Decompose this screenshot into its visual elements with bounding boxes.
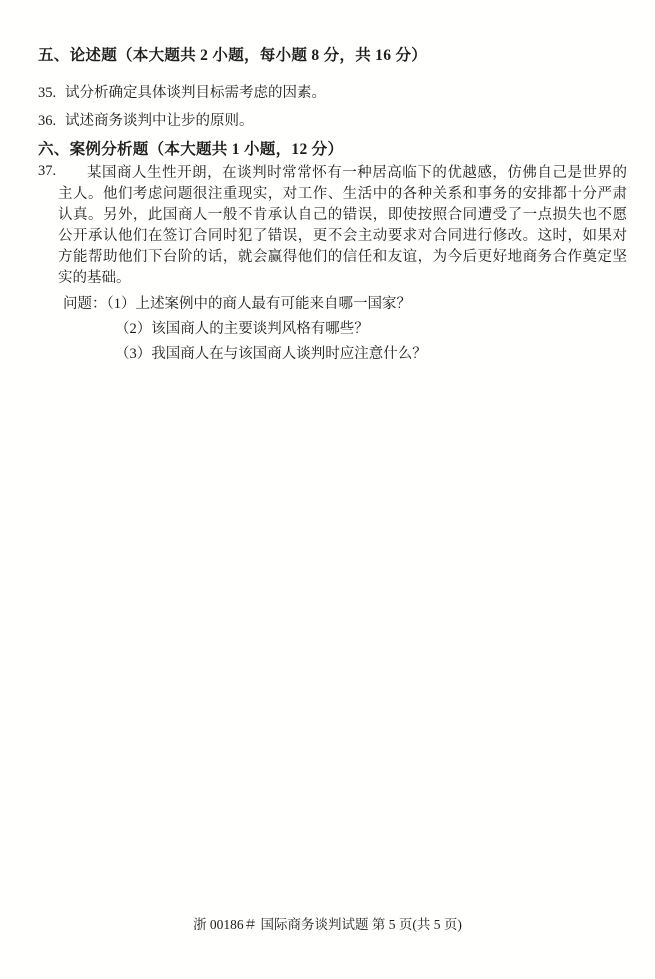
- section5-heading: 五、论述题（本大题共 2 小题，每小题 8 分，共 16 分）: [38, 47, 428, 64]
- case-question-1: 问题：（1）上述案例中的商人最有可能来自哪一国家？: [63, 296, 411, 312]
- question-35-number: 35.: [38, 85, 57, 101]
- case-question-3: （3）我国商人在与该国商人谈判时应注意什么？: [115, 346, 427, 362]
- case-line: 公开承认他们在签订合同时犯了错误，更不会主动要求对合同进行修改。这时，如果对: [58, 228, 627, 244]
- page-footer: 浙 00186＃ 国际商务谈判试题 第 5 页(共 5 页): [193, 917, 462, 932]
- case-line: 认真。另外，此国商人一般不肯承认自己的错误，即使按照合同遭受了一点损失也不愿: [58, 207, 627, 223]
- question-36-number: 36.: [38, 113, 57, 129]
- question-37: [38, 163, 627, 289]
- question-37-number: 37.: [38, 163, 57, 179]
- question-35: [38, 83, 627, 103]
- case-question-2: （2）该国商人的主要谈判风格有哪些？: [115, 321, 369, 337]
- page-content: [38, 46, 627, 367]
- case-line: 某国商人生性开朗，在谈判时常常怀有一种居高临下的优越感，仿佛自己是世界的: [87, 165, 627, 181]
- question-36: [38, 111, 627, 131]
- case-paragraph: [58, 163, 627, 289]
- case-questions: [63, 292, 627, 367]
- case-line: 主人。他们考虑问题很注重现实，对工作、生活中的各种关系和事务的安排都十分严肃: [58, 186, 627, 202]
- section6-heading: 六、案例分析题（本大题共 1 小题，12 分）: [38, 141, 344, 158]
- question-36-text: 试述商务谈判中让步的原则。: [65, 113, 254, 129]
- case-line: 实的基础。: [58, 270, 131, 286]
- case-line: 方能帮助他们下台阶的话，就会赢得他们的信任和友谊，为今后更好地商务合作奠定坚: [58, 249, 627, 265]
- question-35-text: 试分析确定具体谈判目标需考虑的因素。: [65, 85, 326, 101]
